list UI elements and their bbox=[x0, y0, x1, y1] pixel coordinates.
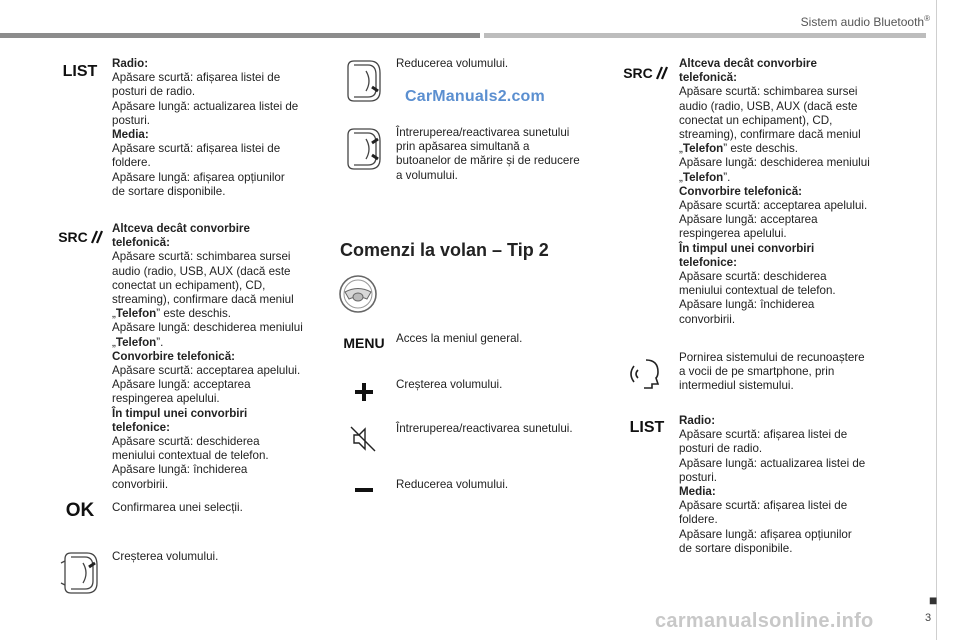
col1-src-l5a: „ bbox=[112, 307, 116, 321]
menu-icon-label: MENU bbox=[343, 335, 385, 351]
speaker-muted-glyph bbox=[348, 424, 378, 454]
src-icon-2 bbox=[620, 62, 672, 84]
col1-src-h2: telefonică: bbox=[112, 236, 170, 250]
steering-control-right-icon bbox=[57, 549, 101, 597]
col1-src-l14: convorbirii. bbox=[112, 477, 169, 491]
src-icon-label: SRC bbox=[58, 229, 88, 245]
col3-list-l4: posturi. bbox=[679, 470, 718, 484]
volume-down-control-icon bbox=[338, 56, 386, 106]
col2-mute2-text: Întreruperea/reactivarea sunetului. bbox=[396, 422, 573, 435]
col1-src-l7a: „ bbox=[112, 335, 116, 349]
header-title: Sistem audio Bluetooth bbox=[800, 15, 925, 29]
menu-icon bbox=[338, 332, 390, 354]
col3-src-l9: Apăsare lungă: acceptarea bbox=[679, 213, 818, 227]
col1-list-text bbox=[112, 57, 327, 199]
col1-list-radio-heading: Radio: bbox=[112, 57, 149, 70]
page-number: 3 bbox=[925, 612, 932, 624]
col2-plus-text: Creșterea volumului. bbox=[396, 378, 503, 391]
col1-src-l12: meniului contextual de telefon. bbox=[112, 449, 269, 463]
src-icon bbox=[55, 226, 107, 248]
col1-src-l1: Apăsare scurtă: schimbarea sursei bbox=[112, 250, 291, 264]
col1-src-l4: streaming), confirmare dacă meniul bbox=[112, 293, 294, 307]
col3-src-l1: Apăsare scurtă: schimbarea sursei bbox=[679, 85, 858, 99]
plus-glyph bbox=[353, 381, 375, 403]
col1-src-l11: Apăsare scurtă: deschiderea bbox=[112, 435, 260, 449]
col3-src-l3: conectat un echipament), CD, bbox=[679, 113, 833, 127]
col3-src-h3: Convorbire telefonică: bbox=[679, 184, 803, 198]
col1-src-l7b: Telefon bbox=[115, 335, 157, 349]
col3-list-l2: posturi de radio. bbox=[679, 442, 763, 456]
src-slash-icon-2 bbox=[653, 65, 669, 81]
steering-wheel-graphic bbox=[337, 273, 379, 315]
col3-src-h5: telefonice: bbox=[679, 255, 737, 269]
col3-src-l12: meniului contextual de telefon. bbox=[679, 284, 836, 298]
col3-list-l1: Apăsare scurtă: afișarea listei de bbox=[679, 428, 848, 442]
col1-src-l13: Apăsare lungă: închiderea bbox=[112, 463, 248, 477]
col1-src-l7c: ”. bbox=[156, 335, 164, 349]
section-title: Comenzi la volan – Tip 2 bbox=[340, 240, 549, 260]
mute-speaker-icon bbox=[346, 422, 380, 456]
col1-src-h4: În timpul unei convorbiri bbox=[112, 406, 248, 420]
page-marker: ■ bbox=[929, 592, 938, 608]
col3-src-l4: streaming), confirmare dacă meniul bbox=[679, 128, 861, 142]
col3-list-l6: foldere. bbox=[679, 513, 718, 527]
page-header bbox=[750, 14, 930, 29]
col3-src-l7c: ”. bbox=[723, 170, 731, 184]
list-icon-2-label: LIST bbox=[629, 419, 665, 436]
col3-list-radio-heading: Radio: bbox=[679, 414, 716, 427]
col1-src-l2: audio (radio, USB, AUX (dacă este bbox=[112, 264, 291, 278]
steering-control-right-icon-3 bbox=[340, 125, 384, 173]
col1-list-media-heading: Media: bbox=[112, 128, 149, 142]
col1-list-l6: foldere. bbox=[112, 156, 151, 170]
registered-mark: ® bbox=[924, 14, 930, 23]
col3-src-l10: respingerea apelului. bbox=[679, 227, 787, 241]
col3-list-l8: de sortare disponibile. bbox=[679, 541, 793, 555]
col3-list-l3: Apăsare lungă: actualizarea listei de bbox=[679, 456, 866, 470]
col2-mute-l1: Întreruperea/reactivarea sunetului bbox=[396, 126, 570, 139]
col2-voldown-text: Reducerea volumului. bbox=[396, 57, 509, 70]
plus-icon bbox=[350, 378, 378, 406]
ok-icon-label: OK bbox=[65, 500, 95, 521]
col1-list-l8: de sortare disponibile. bbox=[112, 184, 226, 198]
col1-ok-text: Confirmarea unei selecții. bbox=[112, 501, 243, 514]
col1-list-l3: Apăsare lungă: actualizarea listei de bbox=[112, 99, 299, 113]
src-slash-icon bbox=[88, 229, 104, 245]
voice-recognition-icon bbox=[624, 354, 664, 394]
steering-wheel-icon bbox=[336, 272, 380, 316]
col2-minus-text: Reducerea volumului. bbox=[396, 478, 509, 491]
col1-src-h3: Convorbire telefonică: bbox=[112, 349, 236, 363]
col1-list-l5: Apăsare scurtă: afișarea listei de bbox=[112, 142, 281, 156]
col3-src-l2: audio (radio, USB, AUX (dacă este bbox=[679, 99, 858, 113]
col3-src-h4: În timpul unei convorbiri bbox=[679, 241, 815, 255]
col3-list-media-heading: Media: bbox=[679, 485, 716, 499]
col2-mute-l3: butoanelor de mărire și de reducere bbox=[396, 154, 580, 168]
col2-mute-l4: a volumului. bbox=[396, 168, 458, 182]
src-icon-2-label: SRC bbox=[623, 65, 653, 81]
minus-glyph bbox=[353, 485, 375, 495]
ok-icon bbox=[55, 498, 105, 524]
list-icon bbox=[55, 60, 105, 84]
watermark-bottom: carmanualsonline.info bbox=[655, 610, 874, 632]
col3-voice-l2: a vocii de pe smartphone, prin bbox=[679, 365, 835, 379]
col3-src-l5a: „ bbox=[679, 142, 683, 156]
header-bar-light bbox=[484, 33, 926, 38]
col1-src-l6: Apăsare lungă: deschiderea meniului bbox=[112, 321, 303, 335]
col1-src-l5c: ” este deschis. bbox=[156, 307, 231, 321]
col1-src-h1: Altceva decât convorbire bbox=[112, 222, 250, 235]
col3-src-l8: Apăsare scurtă: acceptarea apelului. bbox=[679, 199, 868, 213]
col1-src-l10: respingerea apelului. bbox=[112, 392, 220, 406]
voice-head-glyph bbox=[626, 356, 662, 392]
mute-control-icon bbox=[338, 124, 386, 174]
col1-list-l2: posturi de radio. bbox=[112, 85, 196, 99]
col3-src-l5b: Telefon bbox=[682, 142, 724, 156]
col1-src-l8: Apăsare scurtă: acceptarea apelului. bbox=[112, 364, 301, 378]
steering-control-right-icon-2 bbox=[340, 57, 384, 105]
col1-volup-text: Creșterea volumului. bbox=[112, 550, 219, 563]
watermark-top: CarManuals2.com bbox=[405, 88, 545, 105]
col3-src-l6: Apăsare lungă: deschiderea meniului bbox=[679, 156, 870, 170]
col1-src-l9: Apăsare lungă: acceptarea bbox=[112, 378, 251, 392]
col3-src-h2: telefonică: bbox=[679, 71, 737, 85]
col1-list-l4: posturi. bbox=[112, 113, 151, 127]
col2-menu-text: Acces la meniul general. bbox=[396, 332, 523, 345]
col2-mute-l2: prin apăsarea simultană a bbox=[396, 140, 530, 154]
col3-src-l13: Apăsare lungă: închiderea bbox=[679, 298, 815, 312]
col3-voice-text bbox=[679, 351, 894, 394]
col1-list-l1: Apăsare scurtă: afișarea listei de bbox=[112, 71, 281, 85]
col3-list-text bbox=[679, 414, 894, 556]
col3-src-text bbox=[679, 57, 894, 327]
minus-icon bbox=[350, 480, 378, 500]
col3-src-l7b: Telefon bbox=[682, 170, 724, 184]
col3-voice-l3: intermediul sistemului. bbox=[679, 379, 794, 393]
col3-src-l7a: „ bbox=[679, 170, 683, 184]
page-edge-line bbox=[936, 0, 937, 640]
col1-src-l3: conectat un echipament), CD, bbox=[112, 278, 266, 292]
col1-src-h5: telefonice: bbox=[112, 420, 170, 434]
col1-list-l7: Apăsare lungă: afișarea opțiunilor bbox=[112, 170, 285, 184]
col2-mute-text bbox=[396, 126, 611, 183]
col1-src-l5b: Telefon bbox=[115, 307, 157, 321]
col3-list-l7: Apăsare lungă: afișarea opțiunilor bbox=[679, 527, 852, 541]
col3-src-l14: convorbirii. bbox=[679, 312, 736, 326]
col3-voice-l1: Pornirea sistemului de recunoaștere bbox=[679, 351, 865, 364]
col3-src-l5c: ” este deschis. bbox=[723, 142, 798, 156]
volume-up-control-icon bbox=[55, 548, 103, 598]
col3-src-h1: Altceva decât convorbire bbox=[679, 57, 817, 70]
header-bar bbox=[0, 33, 480, 38]
col3-list-l5: Apăsare scurtă: afișarea listei de bbox=[679, 499, 848, 513]
col3-src-l11: Apăsare scurtă: deschiderea bbox=[679, 270, 827, 284]
list-icon-2 bbox=[622, 416, 672, 440]
list-icon-label: LIST bbox=[62, 63, 98, 80]
col1-src-text bbox=[112, 222, 327, 492]
